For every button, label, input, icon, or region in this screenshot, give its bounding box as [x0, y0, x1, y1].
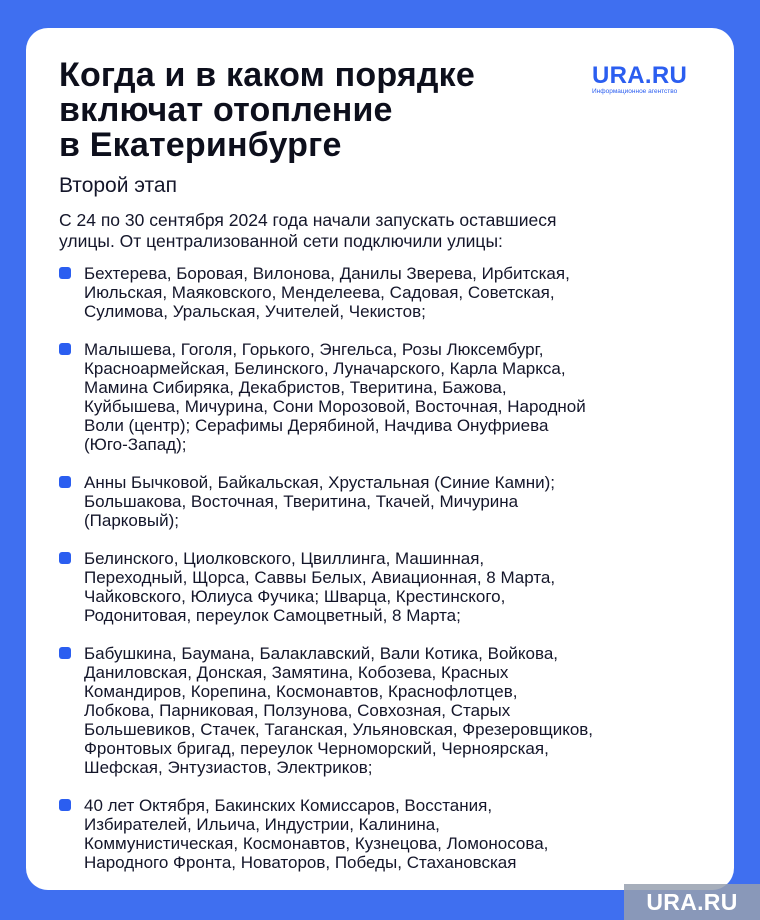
list-item-line: Малышева, Гоголя, Горького, Энгельса, Розы Люксембург, — [84, 340, 544, 359]
list-item-line: Бехтерева, Боровая, Вилонова, Данилы Зверева, Ирбитская, — [84, 264, 570, 283]
list-item — [59, 796, 709, 872]
list-item-line: Шефская, Энтузиастов, Электриков; — [84, 758, 373, 777]
list-item-line: Коммунистическая, Космонавтов, Кузнецова, Ломоносова, — [84, 834, 549, 853]
intro-line: улицы. От централизованной сети подключили улицы: — [59, 231, 503, 251]
logo-tagline: Информационное агентство — [592, 88, 678, 95]
list-item-line: Чайковского, Юлиуса Фучика; Шварца, Крестинского, — [84, 587, 506, 606]
list-item-line: Бабушкина, Баумана, Балаклавский, Вали Котика, Войкова, — [84, 644, 558, 663]
list-item-line: 40 лет Октября, Бакинских Комиссаров, Восстания, — [84, 796, 493, 815]
title-line: Когда и в каком порядке — [59, 56, 476, 94]
ura-logo — [592, 64, 704, 96]
bullet-icon — [59, 476, 71, 488]
list-item-line: Даниловская, Донская, Замятина, Кобозева, Красных — [84, 663, 509, 682]
list-item-line: (Парковый); — [84, 511, 180, 530]
bullet-icon — [59, 267, 71, 279]
list-item — [59, 549, 709, 625]
infographic-card — [26, 28, 734, 890]
list-item-line: Куйбышева, Мичурина, Сони Морозовой, Восточная, Народной — [84, 397, 586, 416]
list-item-line: Сулимова, Уральская, Учителей, Чекистов; — [84, 302, 426, 321]
intro-line: С 24 по 30 сентября 2024 года начали запускать оставшиеся — [59, 210, 557, 230]
title-line: в Екатеринбурге — [59, 126, 342, 164]
list-item-line: Июльская, Маяковского, Менделеева, Садовая, Советская, — [84, 283, 555, 302]
list-item — [59, 264, 709, 321]
section-subtitle: Второй этап — [59, 174, 177, 197]
list-item-line: Анны Бычковой, Байкальская, Хрустальная (Синие Камни); — [84, 473, 555, 492]
intro-text — [59, 210, 699, 252]
list-item-line: Белинского, Циолковского, Цвиллинга, Машинная, — [84, 549, 485, 568]
logo-name: URA.RU — [592, 62, 688, 89]
list-item-line: Воли (центр); Серафимы Дерябиной, Начдива Онуфриева — [84, 416, 549, 435]
street-list — [59, 264, 709, 872]
list-item-line: Избирателей, Ильича, Индустрии, Калинина, — [84, 815, 440, 834]
bullet-icon — [59, 552, 71, 564]
watermark: URA.RU — [624, 884, 760, 920]
list-item-line: Командиров, Корепина, Космонавтов, Краснофлотцев, — [84, 682, 518, 701]
page-title — [59, 58, 579, 163]
list-item — [59, 340, 709, 454]
list-item-line: Мамина Сибиряка, Декабристов, Тверитина, Бажова, — [84, 378, 507, 397]
list-item — [59, 644, 709, 777]
list-item-line: Красноармейская, Белинского, Луначарского, Карла Маркса, — [84, 359, 566, 378]
list-item-line: Фронтовых бригад, переулок Черноморский, Черноярская, — [84, 739, 549, 758]
bullet-icon — [59, 647, 71, 659]
list-item-line: Большакова, Восточная, Тверитина, Ткачей, Мичурина — [84, 492, 519, 511]
list-item-line: Лобкова, Парниковая, Ползунова, Совхозная, Старых — [84, 701, 511, 720]
list-item-line: Народного Фронта, Новаторов, Победы, Стахановская — [84, 853, 517, 872]
title-line: включат отопление — [59, 91, 393, 129]
list-item-line: (Юго-Запад); — [84, 435, 187, 454]
bullet-icon — [59, 799, 71, 811]
list-item-line: Большевиков, Стачек, Таганская, Ульяновская, Фрезеровщиков, — [84, 720, 594, 739]
list-item-line: Переходный, Щорса, Саввы Белых, Авиационная, 8 Марта, — [84, 568, 556, 587]
list-item — [59, 473, 709, 530]
bullet-icon — [59, 343, 71, 355]
list-item-line: Родонитовая, переулок Самоцветный, 8 Марта; — [84, 606, 461, 625]
